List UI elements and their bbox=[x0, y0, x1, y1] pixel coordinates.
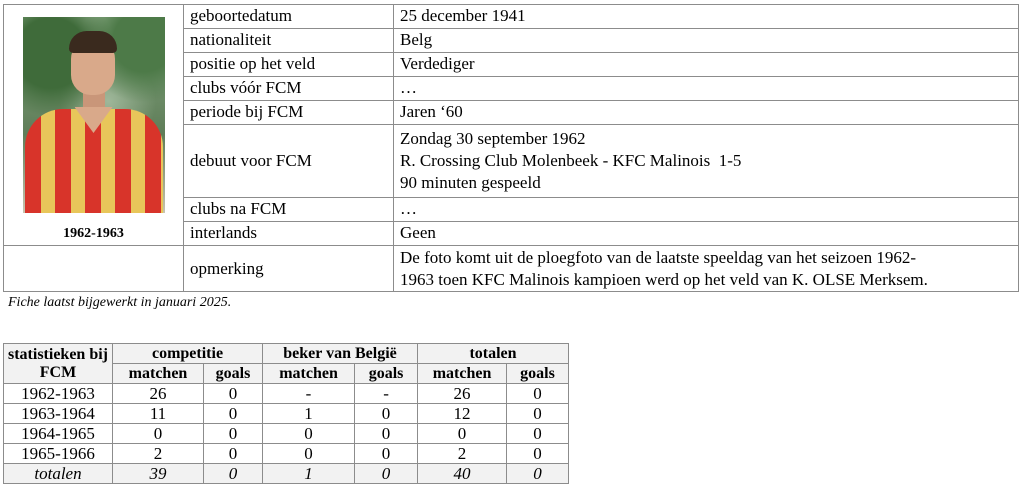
table-cell: 26 bbox=[418, 384, 507, 404]
debut-minutes: 90 minuten gespeeld bbox=[400, 172, 541, 192]
value-nationality: Belg bbox=[394, 28, 1019, 52]
label-nationality: nationaliteit bbox=[184, 28, 394, 52]
table-cell: 1 bbox=[263, 464, 355, 484]
stats-header-season: statistieken bij FCM bbox=[4, 344, 113, 384]
player-photo bbox=[23, 17, 165, 213]
stats-subheader: matchen bbox=[263, 364, 355, 384]
debut-date: Zondag 30 september 1962 bbox=[400, 128, 586, 148]
table-cell: 40 bbox=[418, 464, 507, 484]
table-cell: 0 bbox=[204, 464, 263, 484]
table-cell: 1964-1965 bbox=[4, 424, 113, 444]
photo-caption: 1962-1963 bbox=[63, 226, 124, 241]
remark-line-1: De foto komt uit de ploegfoto van de laatste speeldag van het seizoen 1962- bbox=[400, 247, 916, 267]
table-cell: 0 bbox=[355, 404, 418, 424]
table-cell: 0 bbox=[355, 464, 418, 484]
label-position: positie op het veld bbox=[184, 52, 394, 76]
table-row bbox=[4, 404, 569, 424]
player-info-table bbox=[3, 4, 1019, 292]
totals-row bbox=[4, 464, 569, 484]
table-cell: 1962-1963 bbox=[4, 384, 113, 404]
value-birthdate: 25 december 1941 bbox=[394, 5, 1019, 29]
table-cell: 0 bbox=[263, 424, 355, 444]
table-row bbox=[4, 424, 569, 444]
table-cell: 0 bbox=[355, 444, 418, 464]
table-cell: 0 bbox=[507, 424, 569, 444]
table-cell: 0 bbox=[507, 404, 569, 424]
label-caps: interlands bbox=[184, 221, 394, 245]
table-cell: 0 bbox=[507, 444, 569, 464]
photo-spacer bbox=[4, 246, 184, 292]
table-cell: 0 bbox=[204, 384, 263, 404]
table-cell: 0 bbox=[113, 424, 204, 444]
stats-header-competition: competitie bbox=[113, 344, 263, 364]
table-cell: - bbox=[263, 384, 355, 404]
table-cell: 0 bbox=[418, 424, 507, 444]
value-period: Jaren ‘60 bbox=[394, 100, 1019, 124]
stats-subheader: matchen bbox=[113, 364, 204, 384]
label-period: periode bij FCM bbox=[184, 100, 394, 124]
value-debut bbox=[394, 124, 1019, 197]
stats-subheader: goals bbox=[204, 364, 263, 384]
value-remark bbox=[394, 246, 1019, 292]
table-cell: 0 bbox=[263, 444, 355, 464]
stats-subheader: matchen bbox=[418, 364, 507, 384]
stats-subheader: goals bbox=[355, 364, 418, 384]
table-cell: 0 bbox=[204, 404, 263, 424]
table-cell: 11 bbox=[113, 404, 204, 424]
label-debut: debuut voor FCM bbox=[184, 124, 394, 197]
table-cell: 12 bbox=[418, 404, 507, 424]
table-cell: totalen bbox=[4, 464, 113, 484]
table-row bbox=[4, 384, 569, 404]
stats-header-cup: beker van België bbox=[263, 344, 418, 364]
table-cell: 2 bbox=[113, 444, 204, 464]
last-updated-note: Fiche laatst bijgewerkt in januari 2025. bbox=[8, 295, 232, 310]
stats-table bbox=[3, 343, 569, 484]
table-row bbox=[4, 444, 569, 464]
label-birthdate: geboortedatum bbox=[184, 5, 394, 29]
value-caps: Geen bbox=[394, 221, 1019, 245]
label-clubs-after: clubs na FCM bbox=[184, 197, 394, 221]
table-cell: 0 bbox=[507, 464, 569, 484]
stats-header-totals: totalen bbox=[418, 344, 569, 364]
table-cell: 1965-1966 bbox=[4, 444, 113, 464]
table-cell: 39 bbox=[113, 464, 204, 484]
label-remark: opmerking bbox=[184, 246, 394, 292]
value-position: Verdediger bbox=[394, 52, 1019, 76]
table-cell: 1 bbox=[263, 404, 355, 424]
stats-subheader: goals bbox=[507, 364, 569, 384]
table-cell: 0 bbox=[204, 444, 263, 464]
table-cell: 0 bbox=[507, 384, 569, 404]
label-clubs-before: clubs vóór FCM bbox=[184, 76, 394, 100]
table-cell: 0 bbox=[355, 424, 418, 444]
remark-line-2: 1963 toen KFC Malinois kampioen werd op het veld van K. OLSE Merksem. bbox=[400, 269, 928, 289]
table-cell: 0 bbox=[204, 424, 263, 444]
table-cell: - bbox=[355, 384, 418, 404]
value-clubs-before: … bbox=[394, 76, 1019, 100]
table-cell: 2 bbox=[418, 444, 507, 464]
photo-cell bbox=[4, 5, 184, 246]
table-cell: 26 bbox=[113, 384, 204, 404]
debut-match: R. Crossing Club Molenbeek - KFC Malinois 1-5 bbox=[400, 150, 742, 170]
value-clubs-after: … bbox=[394, 197, 1019, 221]
table-cell: 1963-1964 bbox=[4, 404, 113, 424]
